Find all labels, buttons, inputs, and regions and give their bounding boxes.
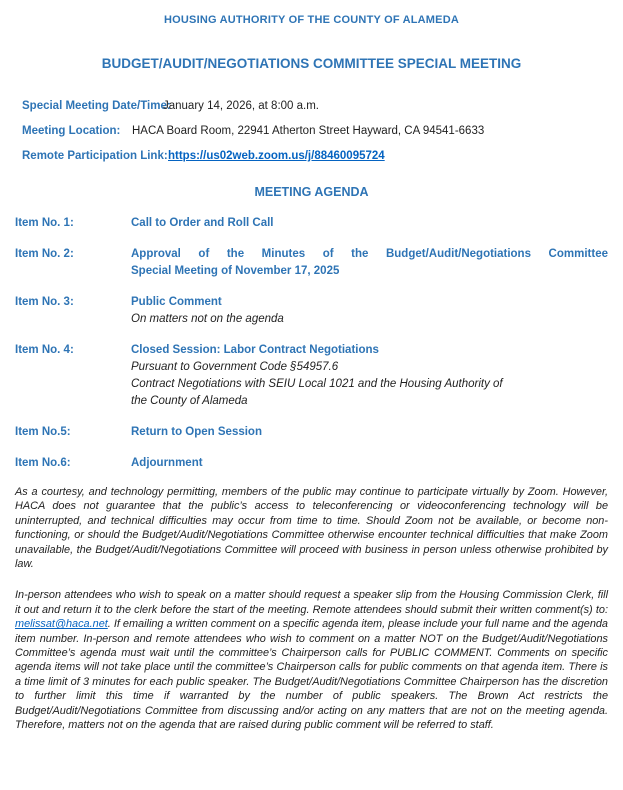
agenda-item-1 (15, 215, 608, 232)
agenda-item-6-number: Item No.6: (15, 457, 71, 469)
notice-paragraph-2-after-link: . If emailing a written comment on a specific agenda item, please include your full name and the agenda item number. In-person and remote attendees who wish to comment on a matter NOT on the Budget/Audit/Negotiations Committee’s agenda must wait until the committee’s Chairperson calls for PUBLIC COMMENT. Comments on specific agenda items will not take place until the committee’s Chairperson calls for public comments on that agenda item. There is a time limit of 3 minutes for each public speaker. The Budget/Audit/Negotiations Committee Chairperson has the discretion to further limit this time if warranted by the number of public speakers. The Brown Act restricts the Budget/Audit/Negotiations Committee from discussing and/or acting on any matters that are not on the meeting agenda. Therefore, matters not on the agenda that are raised during public comment will be referred to staff. (15, 618, 608, 732)
agenda-item-5 (15, 424, 608, 441)
agenda-item-2-title-line-2: Special Meeting of November 17, 2025 (131, 265, 340, 277)
meeting-details (15, 98, 608, 165)
meeting-title: BUDGET/AUDIT/NEGOTIATIONS COMMITTEE SPECIAL MEETING (101, 56, 522, 71)
clerk-email-link[interactable]: melissat@haca.net (15, 618, 108, 631)
detail-label-datetime: Special Meeting Date/Time: (22, 100, 171, 112)
agenda-item-3 (15, 294, 608, 328)
agenda-item-5-number: Item No.5: (15, 426, 71, 438)
agenda-item-4-subtext-line-2: Contract Negotiations with SEIU Local 1021 and the Housing Authority of (131, 378, 503, 390)
agenda-item-4-subtext-line-3: the County of Alameda (131, 395, 248, 407)
notice-paragraph-zoom-courtesy: As a courtesy, and technology permitting, members of the public may continue to participate virtually by Zoom. However, HACA does not guarantee that the public’s access to teleconferencing or videoconferencing technology will be uninterrupted, and technical difficulties may occur from time to time. Should Zoom not be available, or become non-functioning, or should the Budget/Audit/Negotiations Committee otherwise encounter technical difficulties that make Zoom unavailable, the Budget/Audit/Negotiations Committee will proceed with business in person unless otherwise prohibited by law. (15, 486, 608, 571)
agenda-item-6 (15, 455, 608, 472)
agenda-list (15, 215, 608, 472)
agenda-item-4 (15, 342, 608, 410)
agenda-item-4-title: Closed Session: Labor Contract Negotiations (131, 344, 379, 356)
detail-row-location (22, 123, 608, 140)
agenda-item-2-title-line-1: Approval of the Minutes of the Budget/Audit/Negotiations Committee (131, 248, 608, 260)
agenda-item-1-title: Call to Order and Roll Call (131, 217, 274, 229)
detail-label-remote-link: Remote Participation Link: (22, 150, 168, 162)
agenda-item-3-title: Public Comment (131, 296, 222, 308)
agenda-item-2 (15, 246, 608, 280)
org-title: HOUSING AUTHORITY OF THE COUNTY OF ALAMEDA (163, 14, 459, 26)
detail-label-location: Meeting Location: (22, 125, 121, 137)
notice-paragraph-public-comment (15, 588, 608, 732)
detail-value-datetime: January 14, 2026, at 8:00 a.m. (163, 100, 319, 112)
agenda-item-3-subtext: On matters not on the agenda (131, 313, 284, 325)
agenda-item-5-title: Return to Open Session (131, 426, 262, 438)
agenda-heading: MEETING AGENDA (254, 185, 369, 199)
detail-value-location: HACA Board Room, 22941 Atherton Street Hayward, CA 94541-6633 (132, 125, 485, 137)
detail-row-remote-link (22, 148, 608, 165)
agenda-item-4-number: Item No. 4: (15, 344, 74, 356)
notice-paragraph-2-before-link: In-person attendees who wish to speak on a matter should request a speaker slip from the Housing Commission Clerk, fill it out and return it to the clerk before the start of the meeting. Remote attendees should submit their written comment(s) to: (15, 589, 608, 616)
agenda-item-1-number: Item No. 1: (15, 217, 74, 229)
agenda-item-2-number: Item No. 2: (15, 248, 74, 260)
detail-row-datetime (22, 98, 608, 115)
zoom-meeting-link[interactable]: https://us02web.zoom.us/j/88460095724 (168, 150, 385, 162)
agenda-item-6-title: Adjournment (131, 457, 203, 469)
agenda-item-3-number: Item No. 3: (15, 296, 74, 308)
agenda-item-4-subtext-line-1: Pursuant to Government Code §54957.6 (131, 361, 339, 373)
